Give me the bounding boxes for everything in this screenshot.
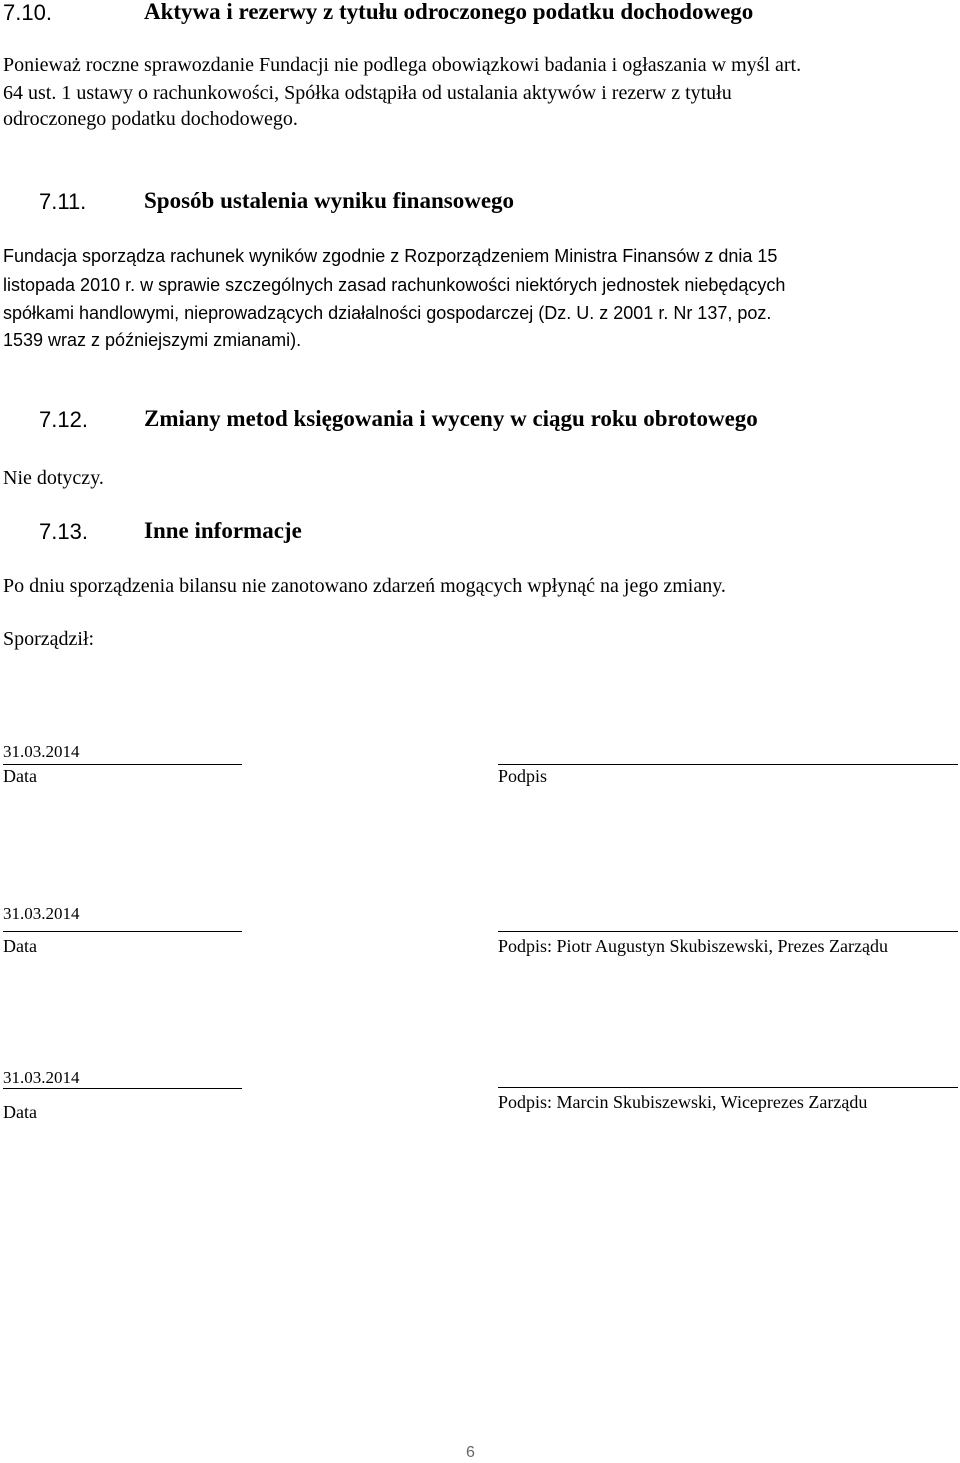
- section-number: 7.12.: [39, 407, 88, 432]
- paragraph-line: Ponieważ roczne sprawozdanie Fundacji nie podlega obowiązkowi badania i ogłaszania w myśl art.: [3, 54, 802, 76]
- paragraph-line: 64 ust. 1 ustawy o rachunkowości, Spółka odstąpiła od ustalania aktywów i rezerw z tytułu: [3, 82, 732, 104]
- section-number: 7.11.: [39, 189, 87, 214]
- section-body: Po dniu sporządzenia bilansu nie zanotowano zdarzeń mogących wpłynąć na jego zmiany.: [3, 575, 726, 597]
- signature-line: [498, 1087, 958, 1088]
- date-line: [3, 1088, 242, 1089]
- prepared-by-label: Sporządził:: [3, 628, 95, 650]
- section-title: Sposób ustalenia wyniku finansowego: [144, 188, 515, 213]
- signature-line: [498, 931, 958, 932]
- section-body: Nie dotyczy.: [3, 467, 104, 489]
- date-line: [3, 764, 242, 765]
- section-number: 7.10.: [3, 0, 52, 25]
- page-number: 6: [466, 1444, 475, 1461]
- signature-date: 31.03.2014: [3, 1068, 80, 1087]
- paragraph-line: 1539 wraz z późniejszymi zmianami).: [3, 330, 302, 350]
- signature-label: Podpis: Piotr Augustyn Skubiszewski, Prezes Zarządu: [498, 936, 888, 956]
- signature-date: 31.03.2014: [3, 904, 80, 923]
- paragraph-line: odroczonego podatku dochodowego.: [3, 108, 298, 130]
- paragraph-line: listopada 2010 r. w sprawie szczególnych zasad rachunkowości niektórych jednostek niebędących: [3, 275, 786, 295]
- signature-line: [498, 764, 958, 765]
- signature-date: 31.03.2014: [3, 742, 80, 761]
- date-label: Data: [3, 766, 37, 786]
- date-line: [3, 931, 242, 932]
- section-title: Aktywa i rezerwy z tytułu odroczonego podatku dochodowego: [144, 0, 754, 24]
- signature-label: Podpis: [498, 766, 548, 786]
- paragraph-line: spółkami handlowymi, nieprowadzących działalności gospodarczej (Dz. U. z 2001 r. Nr 137, poz.: [3, 303, 772, 323]
- date-label: Data: [3, 936, 37, 956]
- date-label: Data: [3, 1102, 37, 1122]
- section-number: 7.13.: [39, 519, 88, 544]
- signature-label: Podpis: Marcin Skubiszewski, Wiceprezes Zarządu: [498, 1092, 868, 1112]
- section-title: Inne informacje: [144, 518, 302, 543]
- paragraph-line: Fundacja sporządza rachunek wyników zgodnie z Rozporządzeniem Ministra Finansów z dnia 15: [3, 246, 778, 266]
- section-title: Zmiany metod księgowania i wyceny w ciągu roku obrotowego: [144, 406, 758, 431]
